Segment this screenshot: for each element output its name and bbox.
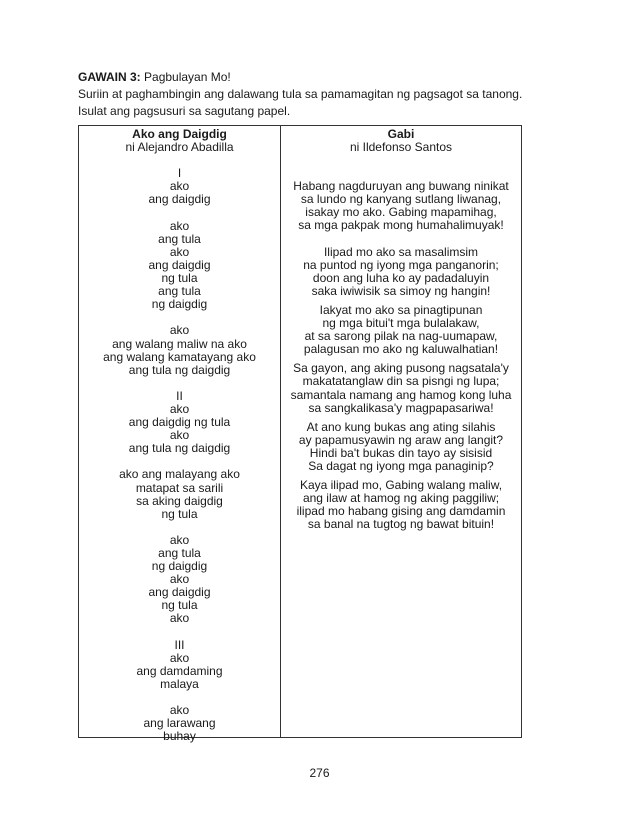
poem-line: ang larawang [143,716,216,731]
poem-line: buhay [163,729,196,744]
poem-line: ang walang kamatayang ako [103,349,256,364]
instruction-line-2: Isulat ang pagsusuri sa sagutang papel. [78,104,291,118]
poem-line: sa sangkalikasa'y magpapasariwa! [308,400,494,415]
poem-line: sa aking daigdig [136,493,223,508]
poem-line: malaya [160,676,199,691]
poem-line: ang daigdig ng tula [128,415,231,430]
stanza [79,704,280,743]
poem-line: ako [169,650,190,665]
poem-line: ako [169,179,190,194]
poem-line: ako ang malayang ako [119,467,240,482]
poem-line: ilipad mo habang gising ang damdamin [296,504,506,519]
poem-line: samantala namang ang hamog kong luha [290,387,512,402]
stanza [79,167,280,206]
stanza [79,639,280,691]
poem-line: palagusan mo ako ng kaluwalhatian! [303,342,499,357]
stanza [79,220,280,312]
activity-label: GAWAIN 3: [78,70,141,84]
poem-line: ako [169,611,190,626]
poem-line: saka iwiwisik sa simoy ng hangin! [311,283,491,298]
poem-line: Sa gayon, ang aking pusong nagsatala'y [293,361,509,376]
stanza-gap [281,154,521,180]
poem-left-author: ni Alejandro Abadilla [125,140,234,155]
stanza [79,324,280,376]
poem-line: isakay mo ako. Gabing mapamihag, [305,205,497,220]
poem-line: matapat sa sarili [135,480,224,495]
poem-line: ako [169,323,190,338]
poem-line: Kaya ilipad mo, Gabing walang maliw, [299,478,503,493]
poem-line: ng mga bitui't mga bulalakaw, [322,316,480,331]
stanza [281,246,521,298]
stanza [79,534,280,626]
activity-intro [78,69,548,120]
poem-line: ako [169,572,190,587]
poem-line: ang daigdig [148,257,211,272]
poem-line: ako [169,703,190,718]
poem-line: ako [169,218,190,233]
poem-line: Habang nagduruyan ang buwang ninikat [293,179,509,194]
poem-line: Ilipad mo ako sa masalimsim [323,244,479,259]
stanza [281,421,521,473]
stanza [281,362,521,414]
stanza [79,468,280,520]
poem-right-author: ni Ildefonso Santos [349,140,453,155]
poem-line: At ano kung bukas ang ating silahis [306,419,496,434]
poem-line: ako [169,428,190,443]
poem-line: ang damdaming [136,663,223,678]
poem-line: sa mga pakpak mong humahalimuyak! [298,218,504,233]
stanza [79,390,280,455]
poem-line: ako [169,244,190,259]
poem-line: sa banal na tugtog ng bawat bituin! [307,517,495,532]
poem-line: sa lundo ng kanyang sutlang liwanag, [300,192,502,207]
poem-line: ang daigdig [148,585,211,600]
poem-line: na puntod ng iyong mga panganorin; [303,257,499,272]
stanza-gap [281,233,521,246]
activity-title: Pagbulayan Mo! [144,70,231,84]
stanza [281,479,521,531]
poem-line: ang tula [158,546,201,560]
stanza-gap [79,207,280,220]
poem-column-right [281,126,521,737]
poem-line: ng tula [161,598,198,613]
stanza-gap [79,626,280,639]
poem-line: Hindi ba't bukas din tayo ay sisisid [309,445,493,460]
poem-line: ang ilaw at hamog ng aking paggiliw; [302,491,500,506]
poem-column-left [79,126,281,744]
poem-left-stanzas [79,154,280,743]
poem-line: ang walang maliw na ako [112,336,247,351]
poem-line: makatatanglaw din sa pisngi ng lupa; [302,374,500,389]
page-number: 276 [309,766,330,780]
poem-line: III [174,637,185,652]
poem-right-stanzas [281,154,521,531]
poem-comparison-table [78,125,522,744]
stanza-gap [79,377,280,390]
poem-line: at sa sarong pilak na nag-uumapaw, [304,329,498,344]
poem-line: ay papamusyawin ng araw ang langit? [298,432,504,447]
stanza [281,304,521,356]
poem-line: ako [169,532,190,547]
poem-line: Iakyat mo ako sa pinagtipunan [319,302,483,317]
poem-line: I [177,166,182,181]
activity-heading [78,69,548,86]
poem-line: ang tula [158,231,201,246]
instruction-line-1: Suriin at paghambingin ang dalawang tula sa pamamagitan ng pagsagot sa tanong. [78,87,523,101]
poem-line: doon ang luha ko ay padadaluyin [312,270,490,285]
poem-line: II [176,388,183,403]
stanza-gap [79,521,280,534]
poem-line: ng daigdig [151,559,208,574]
poem-line: ako [169,401,190,416]
poem-line: ng tula [161,271,198,286]
poem-right-title: Gabi [387,127,415,141]
poem-line: ang tula ng daigdig [128,441,231,456]
stanza [281,180,521,232]
poem-line: ang daigdig [148,192,211,207]
poem-left-title: Ako ang Daigdig [132,127,227,141]
poem-line: ng tula [161,506,198,521]
poem-line: ang tula ng daigdig [128,362,231,377]
poem-line: Sa dagat ng iyong mga panaginip? [308,458,494,473]
poem-line: ang tula [158,284,201,299]
poem-line: ng daigdig [151,297,208,312]
